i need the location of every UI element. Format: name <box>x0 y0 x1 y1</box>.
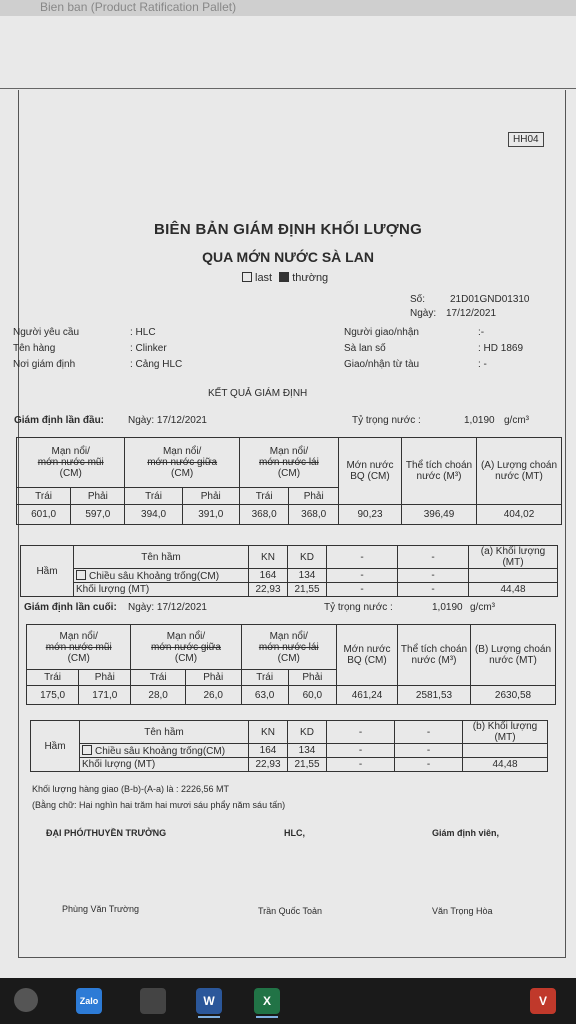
table-cell: 396,49 <box>402 505 477 525</box>
table-cell: 21,55 <box>288 758 327 772</box>
table-cell: 63,0 <box>241 686 288 705</box>
mean-draft-header: Mớn nước BQ (CM) <box>337 625 398 686</box>
hlc-signature-label: HLC, <box>284 828 305 838</box>
report-date-label: Ngày: <box>410 308 437 319</box>
table-cell: 368,0 <box>239 505 289 525</box>
left-header: Trái <box>131 670 185 686</box>
mass-row-label: Khối lượng (MT) <box>74 583 249 597</box>
table-cell: 21,55 <box>288 583 327 597</box>
right-header: Phải <box>185 670 241 686</box>
total-mass-line: Khối lượng hàng giao (B-b)-(A-a) là : 2226,56 MT <box>32 784 230 794</box>
requester-value: : HLC <box>130 327 156 338</box>
table-cell: 461,24 <box>337 686 398 705</box>
void-depth-label: Chiều sâu Khoảng trống(CM) <box>74 569 249 583</box>
table-cell: - <box>395 721 463 744</box>
normal-checkbox <box>279 272 289 282</box>
table-cell: - <box>327 758 395 772</box>
table-cell: - <box>327 569 398 583</box>
left-header: Trái <box>125 488 182 505</box>
hlc-name: Trần Quốc Toản <box>258 906 323 916</box>
page-frame-top <box>0 88 576 89</box>
document-subtitle: QUA MỚN NƯỚC SÀ LAN <box>202 249 374 265</box>
windows-start-icon[interactable] <box>14 988 38 1012</box>
last-density-unit: g/cm³ <box>470 602 495 613</box>
mid-draft-header: Mạn nổi/ mớn nước giữa (CM) <box>125 438 239 488</box>
checkbox <box>76 570 86 580</box>
mass-b-value: 44,48 <box>463 758 548 772</box>
last-draft-table <box>26 624 556 705</box>
document-page <box>0 16 576 978</box>
kd-header: KD <box>288 721 327 744</box>
window-title-strip: Bien ban (Product Ratification Pallet) <box>0 0 576 16</box>
right-header: Phải <box>79 670 131 686</box>
table-cell: 22,93 <box>249 583 288 597</box>
report-date: 17/12/2021 <box>446 308 497 319</box>
table-cell: 164 <box>249 744 288 758</box>
table-cell: 2630,58 <box>471 686 556 705</box>
table-cell: 404,02 <box>477 505 562 525</box>
survey-type-options <box>242 272 328 284</box>
bow-draft-header: Mạn nổi/ mớn nước mũi (CM) <box>17 438 125 488</box>
volume-header: Thể tích choán nước (M³) <box>402 438 477 505</box>
table-cell: - <box>398 546 469 569</box>
table-cell: 175,0 <box>27 686 79 705</box>
table-cell: 597,0 <box>71 505 125 525</box>
kn-header: KN <box>249 721 288 744</box>
mass-b-header: (b) Khối lượng (MT) <box>463 721 548 744</box>
table-cell: 2581,53 <box>398 686 471 705</box>
last-option-label: last <box>255 272 273 284</box>
table-cell: - <box>395 744 463 758</box>
result-title: KẾT QUẢ GIÁM ĐỊNH <box>208 388 308 399</box>
kd-header: KD <box>288 546 327 569</box>
first-survey-label: Giám định lần đầu: <box>14 415 105 426</box>
left-header: Trái <box>27 670 79 686</box>
table-cell: 164 <box>249 569 288 583</box>
first-density-unit: g/cm³ <box>504 415 529 426</box>
left-header: Trái <box>17 488 71 505</box>
table-cell: 134 <box>288 569 327 583</box>
inspector-signature-label: Giám định viên, <box>432 828 500 838</box>
first-hold-table <box>20 545 558 597</box>
table-cell <box>463 744 548 758</box>
cargo-value: : Clinker <box>130 343 167 354</box>
last-survey-date: Ngày: 17/12/2021 <box>128 602 207 613</box>
word-active-indicator <box>198 1016 220 1018</box>
last-checkbox <box>242 272 252 282</box>
excel-icon[interactable]: X <box>254 988 280 1014</box>
table-cell: 26,0 <box>185 686 241 705</box>
deliverer-label: Người giao/nhận <box>344 327 419 338</box>
first-draft-table <box>16 437 562 525</box>
barge-number-label: Sà lan số <box>344 343 386 354</box>
volume-header: Thể tích choán nước (M³) <box>398 625 471 686</box>
table-cell: 171,0 <box>79 686 131 705</box>
taskbar <box>0 978 576 1024</box>
table-cell: - <box>395 758 463 772</box>
barge-number-value: : HD 1869 <box>478 343 524 354</box>
document-title: BIÊN BẢN GIÁM ĐỊNH KHỐI LƯỢNG <box>153 221 423 238</box>
captain-signature-label: ĐẠI PHÓ/THUYỀN TRƯỞNG <box>46 828 167 838</box>
checkbox <box>82 745 92 755</box>
last-density-label: Tỷ trọng nước : <box>324 602 393 613</box>
hold-name-header: Tên hầm <box>74 546 249 569</box>
mass-a-header: (a) Khối lượng (MT) <box>469 546 558 569</box>
table-cell: 391,0 <box>182 505 239 525</box>
table-cell <box>469 569 558 583</box>
right-header: Phải <box>182 488 239 505</box>
last-hold-table <box>30 720 548 772</box>
last-density-value: 1,0190 <box>432 602 463 613</box>
deliverer-value: :- <box>478 327 485 338</box>
stern-draft-header: Mạn nổi/ mớn nước lái (CM) <box>239 438 338 488</box>
captain-name: Phùng Văn Trường <box>62 904 139 914</box>
right-header: Phải <box>71 488 125 505</box>
left-header: Trái <box>241 670 288 686</box>
kn-header: KN <box>249 546 288 569</box>
table-cell: 90,23 <box>339 505 402 525</box>
word-icon[interactable]: W <box>196 988 222 1014</box>
mean-draft-header: Mớn nước BQ (CM) <box>339 438 402 505</box>
table-cell: 28,0 <box>131 686 185 705</box>
mid-draft-header: Mạn nổi/ mớn nước giữa (CM) <box>131 625 241 670</box>
first-density-label: Tỷ trọng nước : <box>352 415 421 426</box>
hold-name-header: Tên hầm <box>80 721 249 744</box>
zalo-icon[interactable]: Zalo <box>76 988 102 1014</box>
first-density-value: 1,0190 <box>464 415 495 426</box>
from-vessel-label: Giao/nhận từ tàu <box>344 359 420 370</box>
app-icon[interactable] <box>140 988 166 1014</box>
table-cell: 134 <box>288 744 327 758</box>
survey-place-label: Nơi giám định <box>13 359 76 370</box>
cargo-label: Tên hàng <box>13 343 56 354</box>
table-cell: - <box>327 721 395 744</box>
right-header: Phải <box>289 488 339 505</box>
stern-draft-header: Mạn nổi/ mớn nước lái (CM) <box>241 625 336 670</box>
left-header: Trái <box>239 488 289 505</box>
from-vessel-value: : - <box>478 359 487 370</box>
hold-label: Hầm <box>21 546 74 597</box>
table-cell: 60,0 <box>288 686 336 705</box>
table-cell: - <box>327 583 398 597</box>
hold-label: Hầm <box>31 721 80 772</box>
report-number-label: Số: <box>410 294 426 305</box>
report-number: 21D01GND01310 <box>450 294 530 305</box>
table-cell: - <box>327 744 395 758</box>
table-cell: - <box>398 583 469 597</box>
normal-option-label: thường <box>292 272 329 284</box>
table-cell: 22,93 <box>249 758 288 772</box>
form-code: HH04 <box>508 132 544 147</box>
table-cell: - <box>327 546 398 569</box>
first-survey-date: Ngày: 17/12/2021 <box>128 415 207 426</box>
table-cell: 601,0 <box>17 505 71 525</box>
displacement-a-header: (A) Lượng choán nước (MT) <box>477 438 562 505</box>
excel-active-indicator <box>256 1016 278 1018</box>
table-cell: - <box>398 569 469 583</box>
total-mass-in-words: (Bằng chữ: Hai nghìn hai trăm hai mươi sáu phẩy năm sáu tấn) <box>32 800 286 810</box>
last-survey-label: Giám định lần cuối: <box>24 602 117 613</box>
mass-a-value: 44,48 <box>469 583 558 597</box>
right-header: Phải <box>288 670 336 686</box>
table-cell: 394,0 <box>125 505 182 525</box>
inspector-name: Văn Trọng Hòa <box>432 906 493 916</box>
table-cell: 368,0 <box>289 505 339 525</box>
survey-place-value: : Cảng HLC <box>130 359 183 370</box>
mass-row-label: Khối lượng (MT) <box>80 758 249 772</box>
app-v-icon[interactable]: V <box>530 988 556 1014</box>
displacement-b-header: (B) Lượng choán nước (MT) <box>471 625 556 686</box>
void-depth-label: Chiều sâu Khoảng trống(CM) <box>80 744 249 758</box>
requester-label: Người yêu cầu <box>13 327 80 338</box>
bow-draft-header: Mạn nổi/ mớn nước mũi (CM) <box>27 625 131 670</box>
